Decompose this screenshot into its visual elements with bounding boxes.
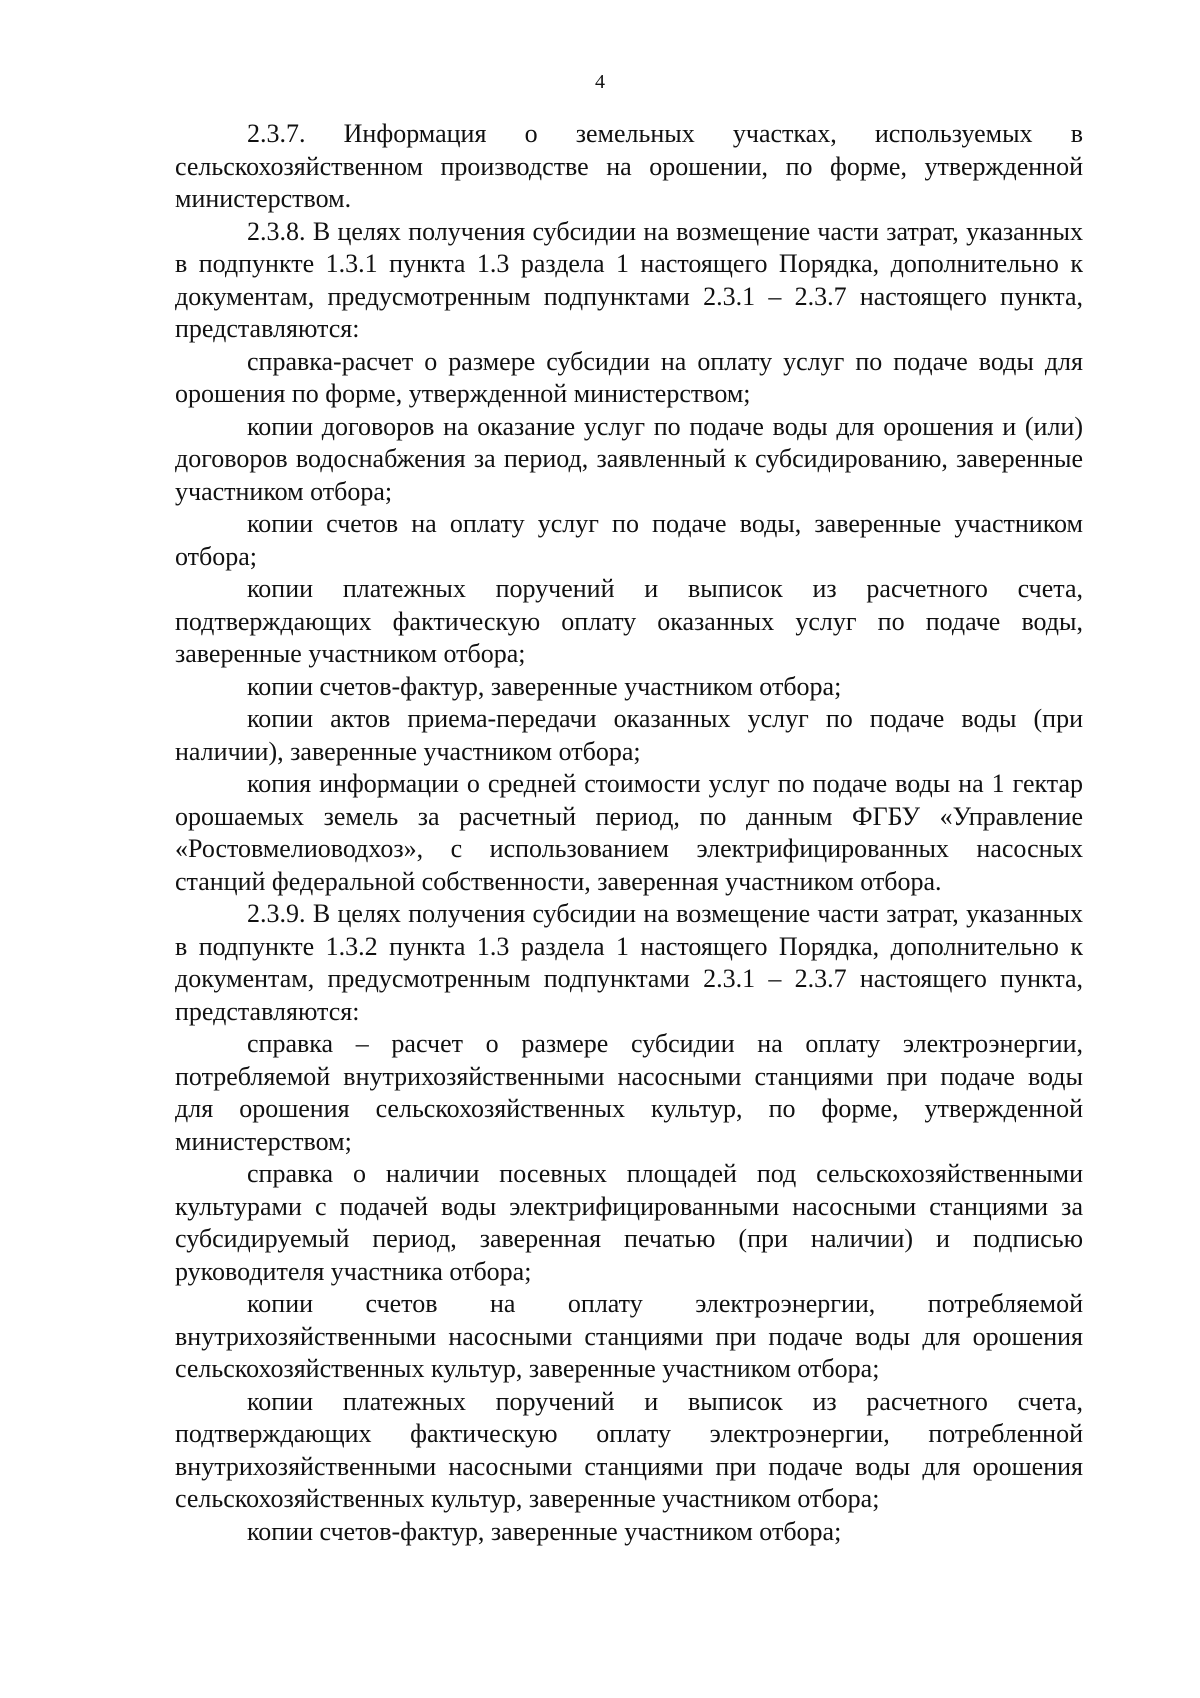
paragraph-2-3-9: 2.3.9. В целях получения субсидии на возмещение части затрат, указанных в подпункте 1.3.2 пункта 1.3 раздела 1 настоящего Порядка, дополнительно к документам, предусмотренным подпунктами 2.3.1 – 2.3.7 настоящего пункта, представляются: xyxy=(175,899,1083,1026)
list-item-water-payment-orders: копии платежных поручений и выписок из расчетного счета, подтверждающих фактическую оплату оказанных услуг по подаче воды, заверенные участником отбора; xyxy=(175,574,1083,668)
list-item-tax-invoices-electricity: копии счетов-фактур, заверенные участником отбора; xyxy=(247,1516,842,1546)
document-body xyxy=(175,118,1083,1548)
list-item-electricity-subsidy-calculation: справка – расчет о размере субсидии на оплату электроэнергии, потребляемой внутрихозяйственными насосными станциями при подаче воды для орошения сельскохозяйственных культур, по форме, утвержденной министерством; xyxy=(175,1029,1083,1156)
list-item-electricity-invoices: копии счетов на оплату электроэнергии, потребляемой внутрихозяйственными насосными станциями при подаче воды для орошения сельскохозяйственных культур, заверенные участником отбора; xyxy=(175,1289,1083,1383)
list-item-average-cost-info: копия информации о средней стоимости услуг по подаче воды на 1 гектар орошаемых земель за расчетный период, по данным ФГБУ «Управление «Ростовмелиоводхоз», с использованием электрифицированных насосных станций федеральной собственности, заверенная участником отбора. xyxy=(175,769,1083,896)
list-item-water-service-contracts: копии договоров на оказание услуг по подаче воды для орошения и (или) договоров водоснабжения за период, заявленный к субсидированию, заверенные участником отбора; xyxy=(175,411,1083,506)
list-item-water-invoices: копии счетов на оплату услуг по подаче воды, заверенные участником отбора; xyxy=(175,509,1083,571)
list-item-electricity-payment-orders: копии платежных поручений и выписок из расчетного счета, подтверждающих фактическую оплату электроэнергии, потребленной внутрихозяйственными насосными станциями при подаче воды для орошения сельскохозяйственных культур, заверенные участником отбора; xyxy=(175,1386,1083,1513)
list-item-sown-area-certificate: справка о наличии посевных площадей под сельскохозяйственными культурами с подачей воды электрифицированными насосными станциями за субсидируемый период, заверенная печатью (при наличии) и подписью руководителя участника отбора; xyxy=(175,1159,1083,1286)
page-number: 4 xyxy=(595,71,605,93)
list-item-water-subsidy-calculation: справка-расчет о размере субсидии на оплату услуг по подаче воды для орошения по форме, утвержденной министерством; xyxy=(175,346,1083,408)
list-item-tax-invoices-water: копии счетов-фактур, заверенные участником отбора; xyxy=(247,671,842,701)
paragraph-2-3-7: 2.3.7. Информация о земельных участках, используемых в сельскохозяйственном производстве на орошении, по форме, утвержденной министерством. xyxy=(175,119,1083,213)
list-item-acceptance-acts: копии актов приема-передачи оказанных услуг по подаче воды (при наличии), заверенные участником отбора; xyxy=(175,704,1083,766)
paragraph-2-3-8: 2.3.8. В целях получения субсидии на возмещение части затрат, указанных в подпункте 1.3.1 пункта 1.3 раздела 1 настоящего Порядка, дополнительно к документам, предусмотренным подпунктами 2.3.1 – 2.3.7 настоящего пункта, представляются: xyxy=(175,216,1083,343)
